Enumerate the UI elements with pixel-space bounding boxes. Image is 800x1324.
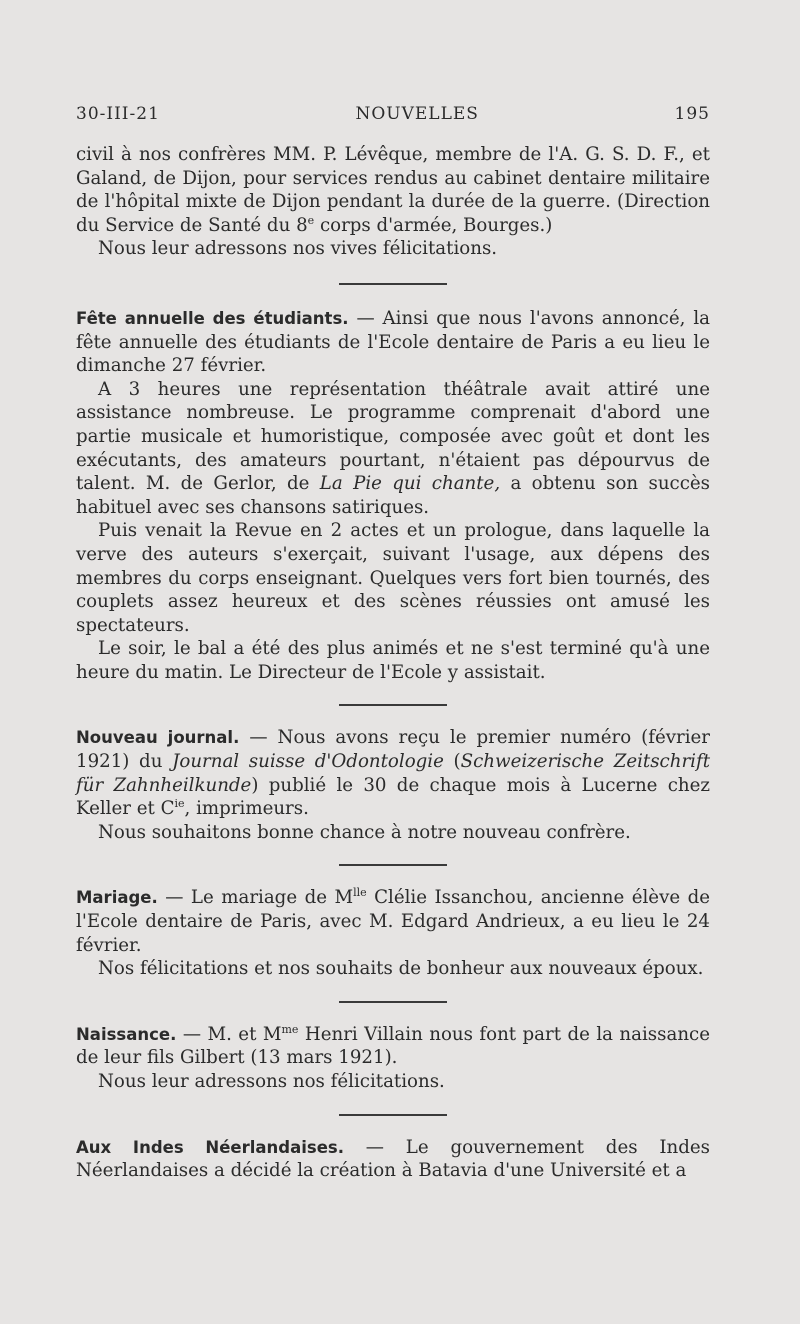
fete-paragraph-3: Puis venait la Revue en 2 actes et un prologue, dans laquelle la verve des auteurs s'exerçait, suivant l'usage, aux dépens des membres du corps enseignant. Quelques vers fort bien tournés, des couplets assez heureux et des scènes réussies ont amusé les spectateurs. <box>76 520 710 636</box>
header-section-title: NOUVELLES <box>355 104 479 124</box>
journal-german-title-italic: Schweizerische Zeitschrift für Zahnheilkunde <box>76 751 710 796</box>
intro-paragraph <box>76 143 710 237</box>
intro-text-end: corps d'armée, Bourges.) <box>314 214 553 236</box>
section-divider <box>339 283 447 285</box>
journal-text-paren: ( <box>443 751 461 773</box>
naissance-paragraph-2: Nous leur adressons nos félicitations. <box>98 1071 445 1092</box>
intro-congrats: Nous leur adressons nos vives félicitations. <box>98 238 498 260</box>
journal-text: — Nous avons reçu le premier numéro (février 1921) du <box>76 727 710 773</box>
indes-text: — Le gouvernement des Indes Néerlandaises a décidé la création à Batavia d'une Université et a <box>76 1136 710 1182</box>
running-header <box>76 104 710 124</box>
naissance-text-end: Henri Villain nous font part de la naissance de leur fils Gilbert (13 mars 1921). <box>76 1023 710 1069</box>
journal-heading: Nouveau journal. <box>76 728 240 748</box>
mariage-paragraph-1 <box>76 886 710 957</box>
mariage-heading: Mariage. <box>76 888 158 908</box>
naissance-text: — M. et M <box>176 1023 282 1045</box>
mariage-superscript: lle <box>353 886 367 900</box>
fete-p2-text-end: a obtenu son succès habituel avec ses chansons satiriques. <box>76 473 710 518</box>
journal-paragraph-2: Nous souhaitons bonne chance à notre nouveau confrère. <box>98 821 631 843</box>
section-divider <box>339 864 447 866</box>
header-date: 30-III-21 <box>76 104 160 124</box>
intro-text: civil à nos confrères MM. P. Lévêque, membre de l'A. G. S. D. F., et Galand, de Dijon, pour services rendus au cabinet dentaire militaire de l'hôpital mixte de Dijon pendant la durée de la guerre. (Direction du Service de Santé du 8 <box>76 144 710 236</box>
article-body <box>76 143 710 1183</box>
fete-heading: Fête annuelle des étudiants. <box>76 308 349 328</box>
page-number: 195 <box>674 104 710 124</box>
intro-superscript: e <box>307 213 315 227</box>
section-divider <box>339 704 447 706</box>
mariage-paragraph-2: Nos félicitations et nos souhaits de bonheur aux nouveaux époux. <box>98 958 704 980</box>
fete-paragraph-1 <box>76 307 710 378</box>
section-divider <box>339 1114 447 1116</box>
fete-p2-text: A 3 heures une représentation théâtrale avait attiré une assistance nombreuse. Le programme comprenait d'abord une partie musicale et humoristique, composée avec goût et dont les exécutants, des amateurs pourtant, n'étaient pas dépourvus de talent. M. de Gerlor, de <box>76 378 710 495</box>
naissance-heading: Naissance. <box>76 1024 177 1044</box>
journal-title-italic: Journal suisse d'Odontologie <box>172 751 444 773</box>
journal-paragraph-1 <box>76 726 710 820</box>
mariage-text: — Le mariage de M <box>157 887 354 909</box>
journal-text-end: , imprimeurs. <box>184 798 309 820</box>
naissance-paragraph-1 <box>76 1023 710 1070</box>
journal-superscript: ie <box>174 797 185 811</box>
fete-paragraph-4: Le soir, le bal a été des plus animés et ne s'est terminé qu'à une heure du matin. Le Directeur de l'Ecole y assistait. <box>76 638 710 683</box>
naissance-superscript: me <box>281 1022 299 1036</box>
fete-p2-italic: La Pie qui chante, <box>319 473 501 495</box>
indes-paragraph-1 <box>76 1136 710 1183</box>
indes-heading: Aux Indes Néerlandaises. <box>76 1137 344 1157</box>
fete-paragraph-2 <box>76 378 710 520</box>
journal-text-mid: ) publié le 30 de chaque mois à Lucerne chez Keller et C <box>76 774 710 820</box>
mariage-text-end: Clélie Issanchou, ancienne élève de l'Ecole dentaire de Paris, avec M. Edgard Andrieux, a eu lieu le 24 février. <box>76 887 710 956</box>
section-divider <box>339 1001 447 1003</box>
fete-text: — Ainsi que nous l'avons annoncé, la fête annuelle des étudiants de l'Ecole dentaire de Paris a eu lieu le dimanche 27 février. <box>76 307 710 377</box>
